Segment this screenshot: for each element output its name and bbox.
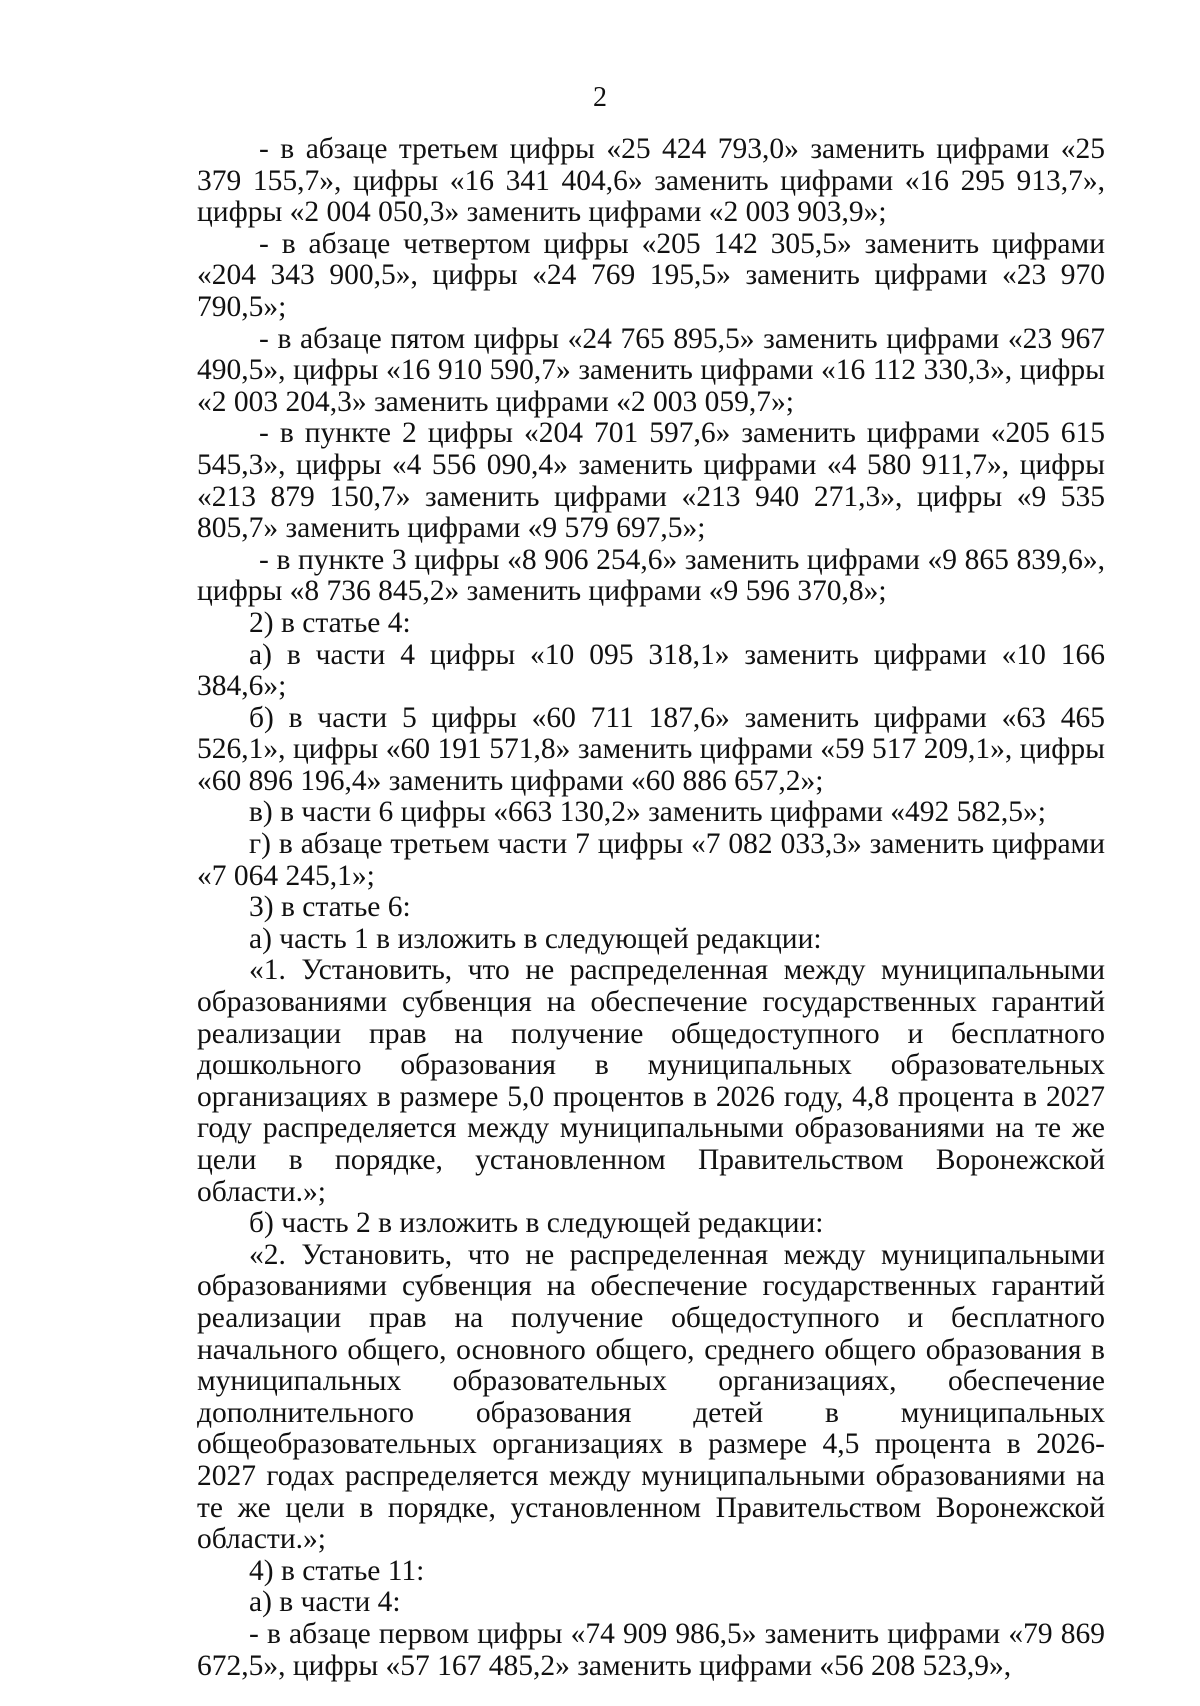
paragraph-article-11: 4) в статье 11: [249, 1554, 425, 1587]
paragraph-4a: а) в части 4 цифры «10 095 318,1» заменить цифрами «10 166 384,6»; [197, 638, 1105, 703]
paragraph-dash-5: - в пункте 3 цифры «8 906 254,6» заменить цифрами «9 865 839,6», цифры «8 736 845,2» заменить цифрами «9 596 370,8»; [197, 543, 1105, 608]
page-number: 2 [593, 82, 607, 113]
document-body [197, 134, 1105, 1682]
paragraph-4g: г) в абзаце третьем части 7 цифры «7 082 033,3» заменить цифрами «7 064 245,1»; [197, 828, 1105, 892]
paragraph-6b: б) часть 2 в изложить в следующей редакции: [249, 1207, 824, 1240]
paragraph-4b: б) в части 5 цифры «60 711 187,6» заменить цифрами «63 465 526,1», цифры «60 191 571,8» заменить цифрами «59 517 209,1», цифры «60 896 196,4» заменить цифрами «60 886 657,2»; [197, 701, 1105, 797]
paragraph-6a: а) часть 1 в изложить в следующей редакции: [249, 922, 822, 955]
paragraph-11a-dash: - в абзаце первом цифры «74 909 986,5» заменить цифрами «79 869 672,5», цифры «57 167 485,2» заменить цифрами «56 208 523,9», [197, 1617, 1105, 1682]
paragraph-4v: в) в части 6 цифры «663 130,2» заменить цифрами «492 582,5»; [249, 796, 1047, 829]
paragraph-11a: а) в части 4: [249, 1586, 401, 1619]
paragraph-dash-4: - в пункте 2 цифры «204 701 597,6» заменить цифрами «205 615 545,3», цифры «4 556 090,4» заменить цифрами «4 580 911,7», цифры «213 879 150,7» заменить цифрами «213 940 271,3», цифры «9 535 805,7» заменить цифрами «9 579 697,5»; [197, 417, 1105, 545]
paragraph-6b-quote: «2. Установить, что не распределенная между муниципальными образованиями субвенция на обеспечение государственных гарантий реализации прав на получение общедоступного и бесплатного начального общего, основного общего, среднего общего образования в муниципальных образовательных организациях, обеспечение дополнительного образования детей в муниципальных общеобразовательных организациях в размере 4,5 процента в 2026-2027 годах распределяется между муниципальными образованиями на те же цели в порядке, установленном Правительством Воронежской области.»; [197, 1238, 1105, 1556]
paragraph-dash-3: - в абзаце пятом цифры «24 765 895,5» заменить цифрами «23 967 490,5», цифры «16 910 590,7» заменить цифрами «16 112 330,3», цифры «2 003 204,3» заменить цифрами «2 003 059,7»; [197, 322, 1105, 418]
paragraph-article-4: 2) в статье 4: [249, 606, 411, 639]
paragraph-dash-1: - в абзаце третьем цифры «25 424 793,0» заменить цифрами «25 379 155,7», цифры «16 341 404,6» заменить цифрами «16 295 913,7», цифры «2 004 050,3» заменить цифрами «2 003 903,9»; [197, 133, 1105, 229]
paragraph-6a-quote: «1. Установить, что не распределенная между муниципальными образованиями субвенция на обеспечение государственных гарантий реализации прав на получение общедоступного и бесплатного дошкольного образования в муниципальных образовательных организациях в размере 5,0 процентов в 2026 году, 4,8 процента в 2027 году распределяется между муниципальными образованиями на те же цели в порядке, установленном Правительством Воронежской области.»; [197, 954, 1105, 1208]
paragraph-dash-2: - в абзаце четвертом цифры «205 142 305,5» заменить цифрами «204 343 900,5», цифры «24 769 195,5» заменить цифрами «23 970 790,5»; [197, 227, 1105, 323]
paragraph-article-6: 3) в статье 6: [249, 891, 411, 924]
